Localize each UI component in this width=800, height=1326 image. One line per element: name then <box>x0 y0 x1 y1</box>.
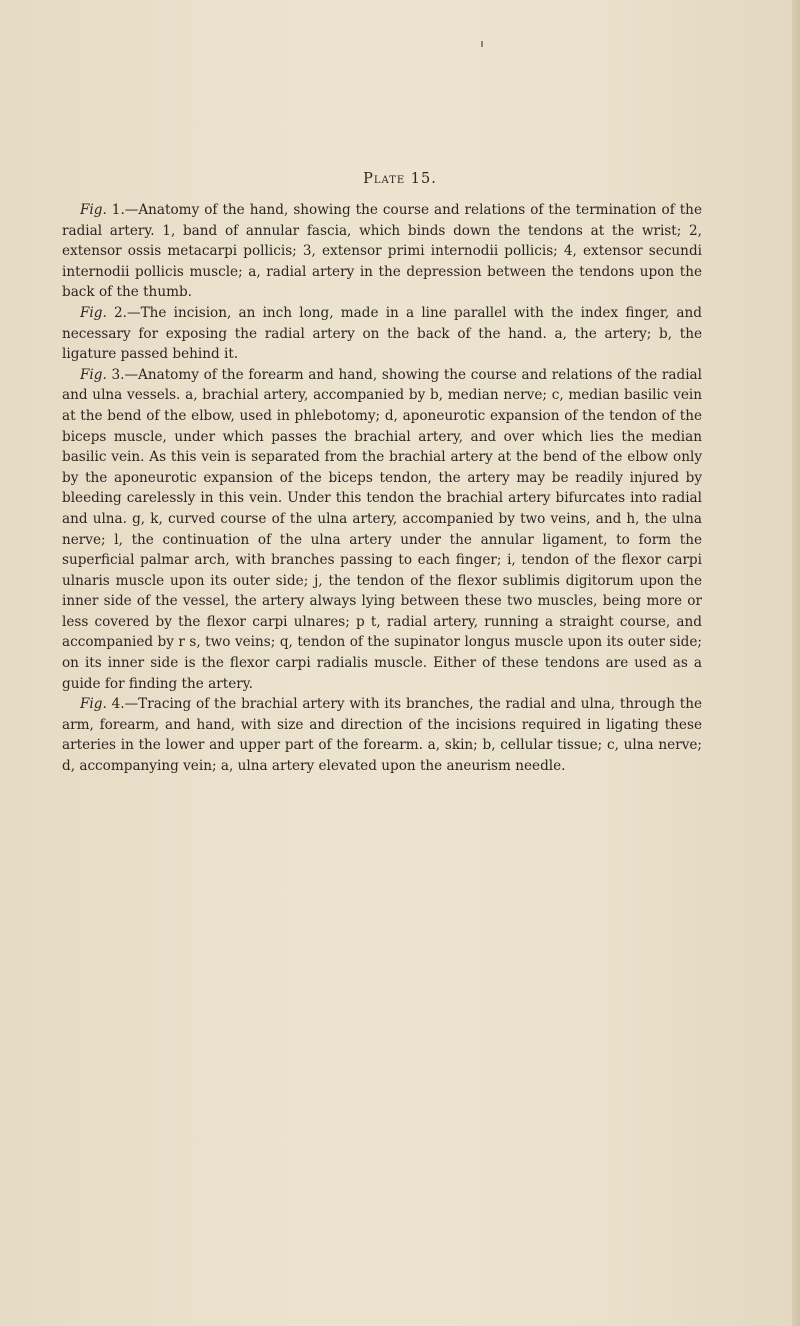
figure-1-label: Fig. <box>80 202 107 218</box>
figure-2-label: Fig. <box>80 304 107 321</box>
page-edge <box>792 0 800 1326</box>
figure-4-label: Fig. <box>80 696 107 713</box>
caption-text <box>62 200 702 777</box>
figure-3-caption <box>62 365 702 695</box>
figure-3-label: Fig. <box>80 366 107 383</box>
figure-1-text: 1.—Anatomy of the hand, showing the course and relations of the termination of the radial artery. 1, band of annular fascia, which binds down the tendons at the wrist; 2, extensor ossis metacarpi pollicis; 3, extensor primi internodii pollicis; 4, extensor secundi internodii pollicis muscle; a, radial artery in the depression between the tendons upon the back of the thumb. <box>62 202 702 301</box>
paper-speck <box>481 41 483 47</box>
figure-3-text: 3.—Anatomy of the forearm and hand, showing the course and relations of the radial and ulna vessels. a, brachial artery, accompanied by b, median nerve; c, median basilic vein at the bend of the elbow, used in phlebotomy; d, aponeurotic expansion of the tendon of the biceps muscle, under which passes the brachial artery, and over which lies the median basilic vein. As this vein is separated from the brachial artery at the bend of the elbow only by the aponeurotic expansion of the biceps tendon, the artery may be readily injured by bleeding carelessly in this vein. Under this tendon the brachial artery bifurcates into radial and ulna. g, k, curved course of the ulna artery, accompanied by two veins, and h, the ulna nerve; l, the continuation of the ulna artery under the annular ligament, to form the superficial palmar arch, with branches passing to each finger; i, tendon of the flexor carpi ulnaris muscle upon its outer side; j, the tendon of the flexor sublimis digitorum upon the inner side of the vessel, the artery always lying between these two muscles, being more or less covered by the flexor carpi ulnares; p t, radial artery, running a straight course, and accompanied by r s, two veins; q, tendon of the supinator longus muscle upon its outer side; on its inner side is the flexor carpi radialis muscle. Either of these tendons are used as a guide for finding the artery. <box>62 366 702 692</box>
figure-1-caption <box>62 200 702 303</box>
plate-title: Plate 15. <box>363 171 437 187</box>
figure-2-caption <box>62 303 702 365</box>
figure-2-text: 2.—The incision, an inch long, made in a line parallel with the index finger, and necessary for exposing the radial artery on the back of the hand. a, the artery; b, the ligature passed behind it. <box>62 304 702 363</box>
figure-4-caption <box>62 694 702 776</box>
figure-4-text: 4.—Tracing of the brachial artery with its branches, the radial and ulna, through the arm, forearm, and hand, with size and direction of the incisions required in ligating these arteries in the lower and upper part of the forearm. a, skin; b, cellular tissue; c, ulna nerve; d, accompanying vein; a, ulna artery elevated upon the aneurism needle. <box>62 696 702 775</box>
